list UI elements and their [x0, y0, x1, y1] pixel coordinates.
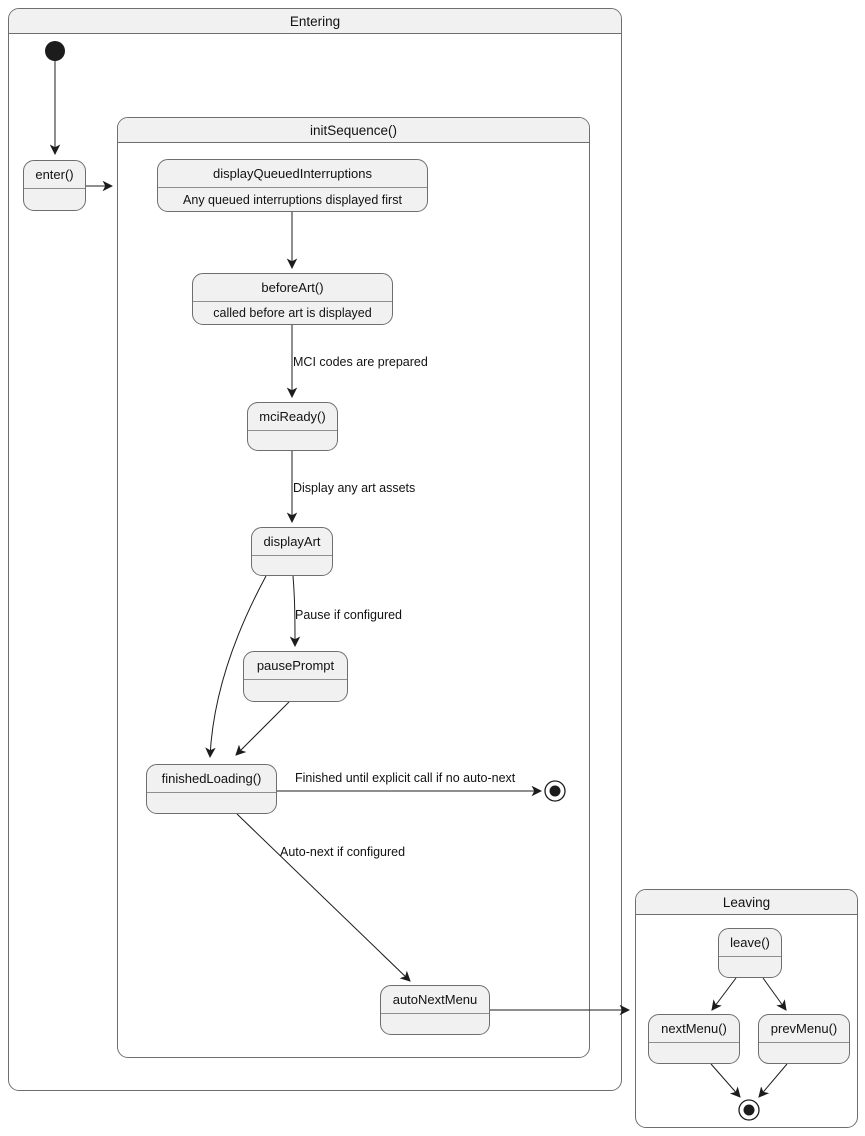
edge-leave-to-nextmenu — [712, 978, 736, 1010]
edge-label-finished-until-explicit: Finished until explicit call if no auto-next — [295, 771, 516, 785]
state-mciready-title: mciReady() — [248, 403, 337, 431]
state-enter — [23, 160, 86, 211]
state-finishedloading-title: finishedLoading() — [147, 765, 276, 793]
state-enter-body — [24, 189, 85, 210]
composite-state-initsequence-title: initSequence() — [118, 118, 589, 143]
initial-state-icon — [45, 41, 65, 61]
composite-state-entering-title: Entering — [9, 9, 621, 34]
state-displayqueuedinterruptions — [157, 159, 428, 212]
edge-label-pause-if-configured: Pause if configured — [295, 608, 403, 622]
state-beforeart-title: beforeArt() — [193, 274, 392, 302]
state-mciready — [247, 402, 338, 451]
edge-prevmenu-to-final — [759, 1064, 787, 1097]
state-leave-body — [719, 957, 781, 977]
edge-finishedloading-to-autonextmenu — [237, 814, 410, 981]
state-finishedloading-body — [147, 793, 276, 813]
state-displayqueuedinterruptions-title: displayQueuedInterruptions — [158, 160, 427, 188]
edge-label-display-art-assets: Display any art assets — [293, 481, 416, 495]
state-leave — [718, 928, 782, 978]
state-prevmenu — [758, 1014, 850, 1064]
edge-label-mci-codes: MCI codes are prepared — [293, 355, 428, 369]
edge-label-auto-next-if-configured: Auto-next if configured — [280, 845, 406, 859]
state-beforeart-description: called before art is displayed — [213, 306, 372, 320]
state-nextmenu — [648, 1014, 740, 1064]
state-beforeart — [192, 273, 393, 325]
final-state-icon-entering — [545, 781, 565, 801]
state-mciready-body — [248, 431, 337, 450]
state-prevmenu-body — [759, 1043, 849, 1063]
state-displayart — [251, 527, 333, 576]
state-enter-title: enter() — [24, 161, 85, 189]
state-autonextmenu — [380, 985, 490, 1035]
edge-pauseprompt-to-finishedloading — [236, 702, 289, 755]
final-state-icon-leaving — [739, 1100, 759, 1120]
state-autonextmenu-body — [381, 1014, 489, 1034]
state-displayart-body — [252, 556, 332, 575]
state-pauseprompt-body — [244, 680, 347, 701]
state-pauseprompt — [243, 651, 348, 702]
state-prevmenu-title: prevMenu() — [759, 1015, 849, 1043]
state-autonextmenu-title: autoNextMenu — [381, 986, 489, 1014]
edge-nextmenu-to-final — [711, 1064, 740, 1097]
state-leave-title: leave() — [719, 929, 781, 957]
state-nextmenu-body — [649, 1043, 739, 1063]
edge-leave-to-prevmenu — [763, 978, 786, 1010]
state-displayart-title: displayArt — [252, 528, 332, 556]
state-nextmenu-title: nextMenu() — [649, 1015, 739, 1043]
state-pauseprompt-title: pausePrompt — [244, 652, 347, 680]
state-finishedloading — [146, 764, 277, 814]
composite-state-leaving-title: Leaving — [636, 890, 857, 915]
state-displayqueuedinterruptions-description: Any queued interruptions displayed first — [183, 192, 402, 207]
